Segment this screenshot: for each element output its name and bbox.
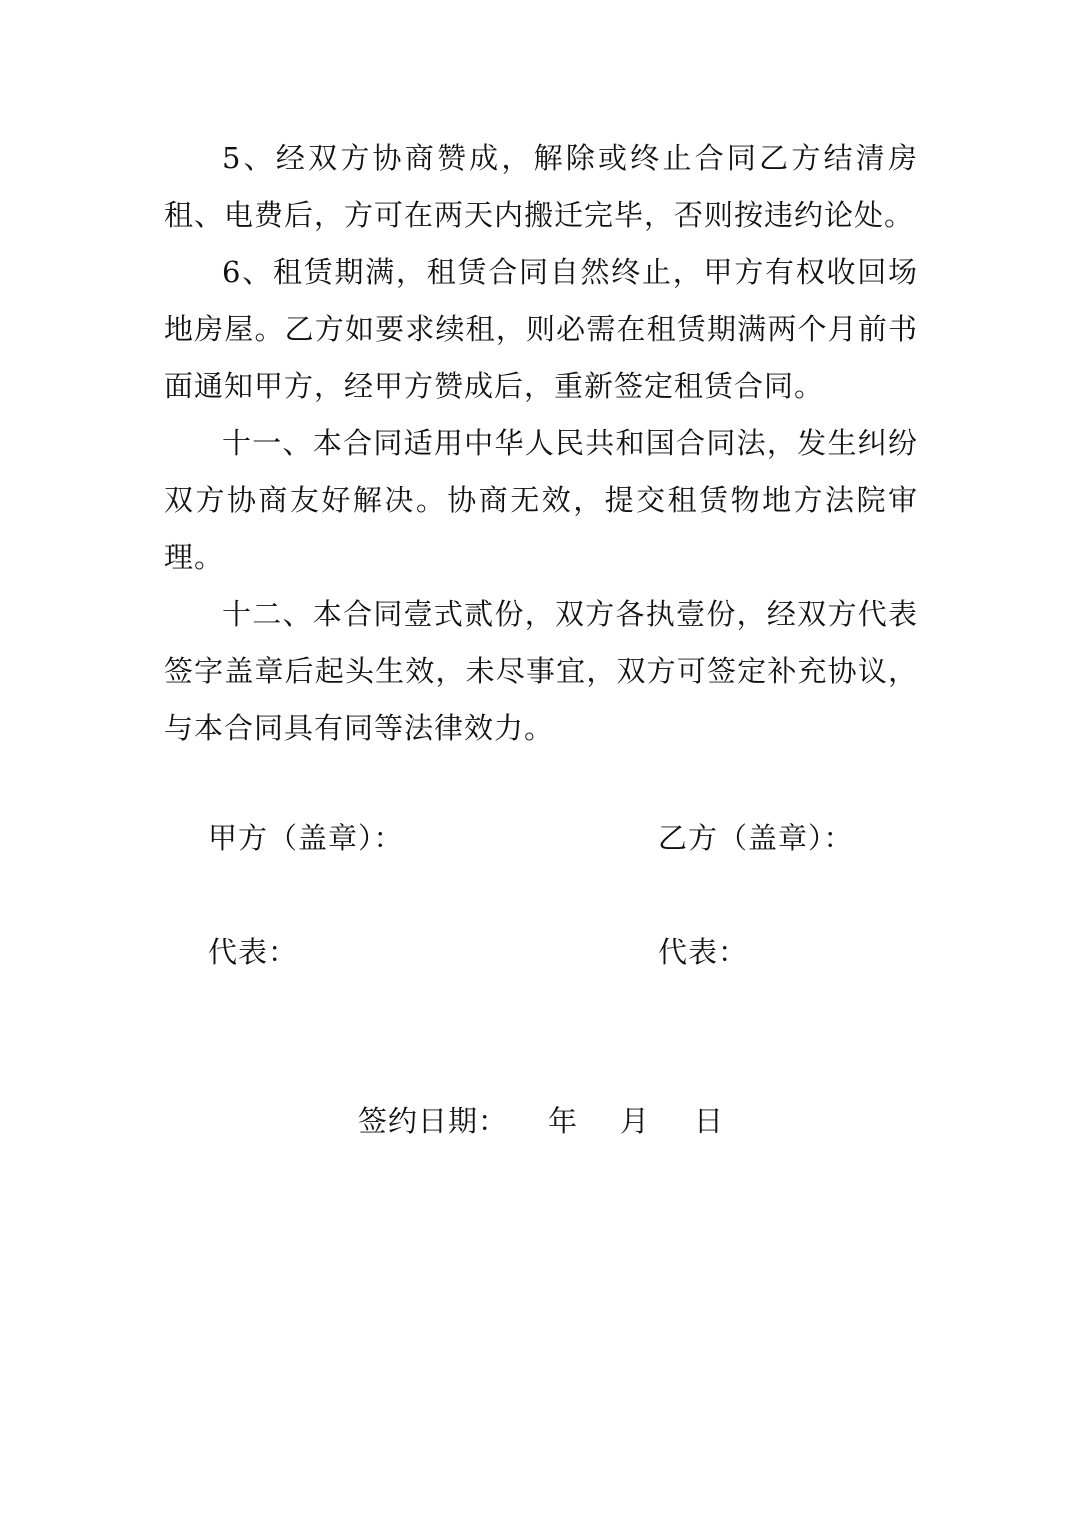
party-b-representative-label: 代表：	[658, 935, 749, 969]
date-year-label: 年	[548, 1104, 578, 1138]
clause-11-paragraph: 十一、本合同适用中华人民共和国合同法，发生纠纷双方协商友好解决。协商无效，提交租赁物地方法院审理。	[164, 426, 918, 574]
clause-12-paragraph: 十二、本合同壹式贰份，双方各执壹份，经双方代表签字盖章后起头生效，未尽事宜，双方可签定补充协议，与本合同具有同等法律效力。	[164, 597, 918, 745]
party-a-representative-label: 代表：	[208, 935, 299, 969]
signing-date-label: 签约日期：	[358, 1104, 509, 1138]
party-a-seal-label: 甲方（盖章）：	[208, 821, 404, 855]
contract-body	[164, 130, 918, 757]
clause-6-paragraph: 6、租赁期满，租赁合同自然终止，甲方有权收回场地房屋。乙方如要求续租，则必需在租赁期满两个月前书面通知甲方，经甲方赞成后，重新签定租赁合同。	[164, 255, 918, 403]
clause-5-paragraph: 5、经双方协商赞成，解除或终止合同乙方结清房租、电费后，方可在两天内搬迁完毕，否则按违约论处。	[164, 141, 918, 232]
party-b-seal-label: 乙方（盖章）：	[658, 821, 854, 855]
date-month-label: 月	[620, 1104, 650, 1138]
date-day-label: 日	[694, 1104, 724, 1138]
